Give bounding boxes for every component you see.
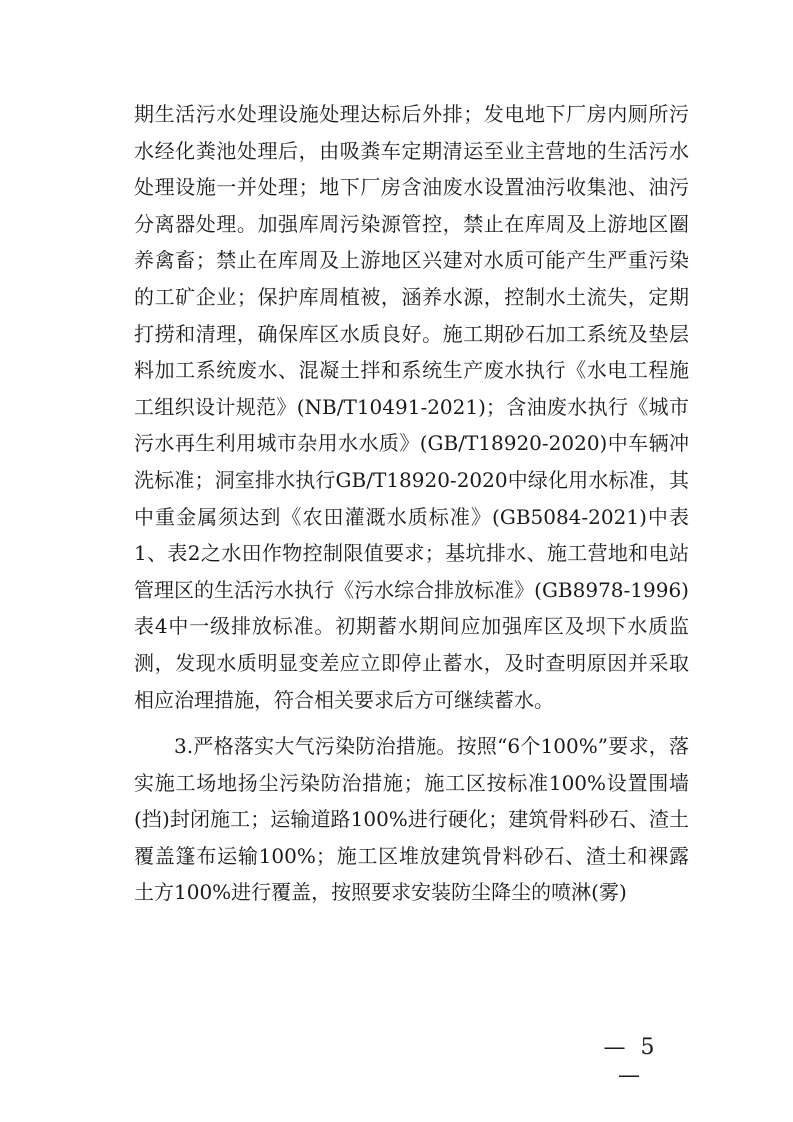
page-number: — 5 —: [603, 1035, 659, 1088]
body-paragraph-water-measures: 期生活污水处理设施处理达标后外排；发电地下厂房内厕所污水经化粪池处理后，由吸粪车定期清运至业主营地的生活污水处理设施一并处理；地下厂房含油废水设置油污收集池、油污分离器处理。加强库周污染源管控，禁止在库周及上游地区圈养禽畜；禁止在库周及上游地区兴建对水质可能产生严重污染的工矿企业；保护库周植被，涵养水源，控制水土流失，定期打捞和清理，确保库区水质良好。施工期砂石加工系统及垫层料加工系统废水、混凝土拌和系统生产废水执行《水电工程施工组织设计规范》(NB/T10491-2021)；含油废水执行《城市污水再生利用城市杂用水水质》(GB/T18920-2020)中车辆冲洗标准；洞室排水执行GB/T18920-2020中绿化用水标准，其中重金属须达到《农田灌溉水质标准》(GB5084-2021)中表1、表2之水田作物控制限值要求；基坑排水、施工营地和电站管理区的生活污水执行《污水综合排放标准》(GB8978-1996)表4中一级排放标准。初期蓄水期间应加强库区及坝下水质监测，发现水质明显变差应立即停止蓄水，及时查明原因并采取相应治理措施，符合相关要求后方可继续蓄水。: [134, 102, 689, 712]
paragraph-spacing: [134, 718, 689, 728]
document-body: [134, 96, 689, 911]
body-paragraph-air-pollution: 3.严格落实大气污染防治措施。按照“6个100%”要求，落实施工场地扬尘污染防治措施；施工区按标准100%设置围墙(挡)封闭施工；运输道路100%进行硬化；建筑骨料砂石、渣土覆盖篷布运输100%；施工区堆放建筑骨料砂石、渣土和裸露土方100%进行覆盖，按照要求安装防尘降尘的喷淋(雾): [134, 734, 689, 905]
